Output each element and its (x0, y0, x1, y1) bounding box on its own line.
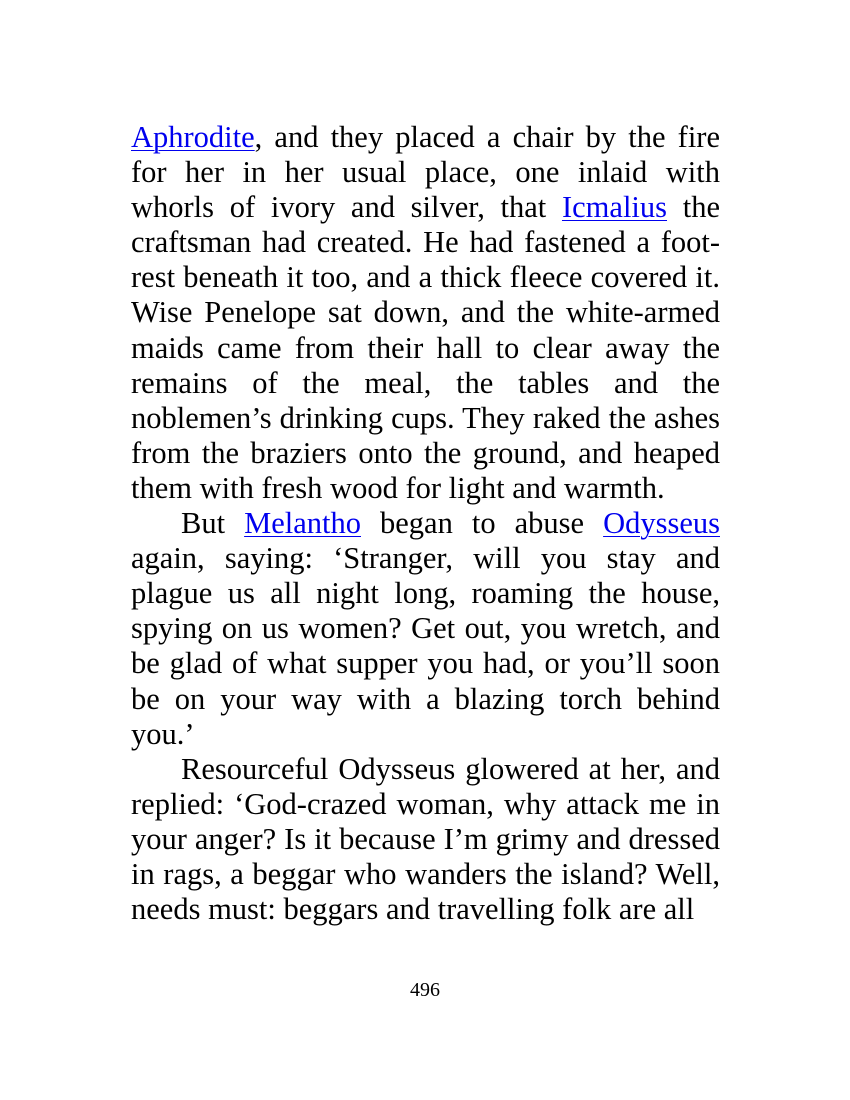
text-segment: But (181, 506, 245, 541)
paragraph-1 (131, 120, 720, 506)
link-melantho[interactable]: Melantho (244, 506, 361, 541)
page-number: 496 (410, 979, 440, 1001)
paragraph-2 (131, 506, 720, 752)
paragraph-3 (131, 752, 720, 927)
text-segment: Resourceful Odysseus glowered at her, and replied: ‘God-crazed woman, why attack me in your anger? Is it because I’m grimy and dressed in rags, a beggar who wanders the island? Well, needs must: beggars and travelling folk are all (131, 751, 720, 927)
text-segment: began to abuse (361, 506, 604, 541)
link-icmalius[interactable]: Icmalius (561, 190, 668, 225)
page-text-body (131, 120, 720, 927)
text-segment: the craftsman had created. He had fastened a foot-rest beneath it too, and a thick fleece covered it. Wise Penelope sat down, and the white-armed maids came from their hall to clear away the remains of the meal, the tables and the noblemen’s drinking cups. They raked the ashes from the braziers onto the ground, and heaped them with fresh wood for light and warmth. (131, 190, 720, 505)
text-segment: again, saying: ‘Stranger, will you stay and plague us all night long, roaming the house, spying on us women? Get out, you wretch, and be glad of what supper you had, or you’ll soon be on your way with a blazing torch behind you.’ (131, 541, 720, 751)
link-odysseus[interactable]: Odysseus (603, 506, 720, 541)
link-aphrodite[interactable]: Aphrodite (131, 120, 255, 154)
text-segment: , and they placed a chair by the fire for her in her usual place, one inlaid with whorls of ivory and silver, that (131, 120, 720, 225)
